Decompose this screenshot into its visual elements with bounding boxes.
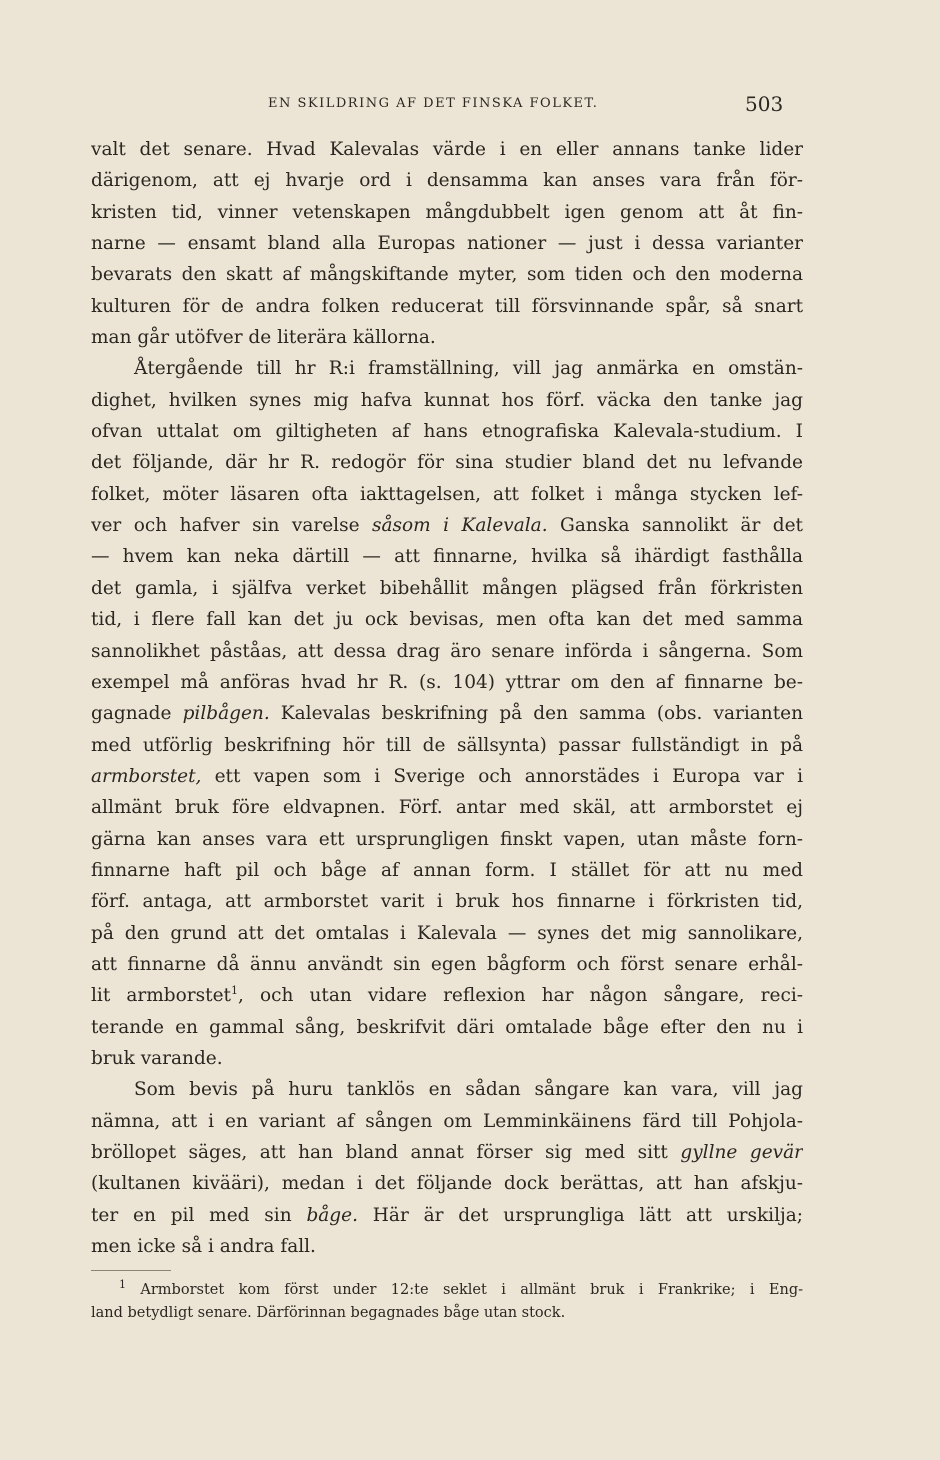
text-line: man går utöfver de literära källorna.	[91, 327, 436, 349]
italic-phrase: båge.	[306, 1204, 358, 1226]
text-run: ver och hafver sin varelse	[91, 515, 372, 537]
text-run: ter en pil med sin	[91, 1204, 307, 1226]
text-line: men icke så i andra fall.	[91, 1236, 316, 1258]
text-line: valt det senare. Hvad Kalevalas värde i en eller annans tanke lider	[91, 139, 803, 160]
text-line: folket, möter läsaren ofta iakttagelsen, att folket i många stycken lef-	[91, 483, 803, 505]
footnote	[91, 1279, 803, 1325]
footnote-divider	[91, 1270, 171, 1271]
footnote-marker: 1	[119, 1279, 126, 1292]
text-line: det följande, där hr R. redogör för sina studier bland det nu lefvande	[91, 452, 803, 474]
text-line: tid, i flere fall kan det ju ock bevisas, men ofta kan det med samma	[91, 609, 803, 631]
text-line: finnarne haft pil och båge af annan form. I stället för att nu med	[91, 859, 803, 881]
text-line: bevarats den skatt af mångskiftande myter, som tiden och den moderna	[91, 264, 803, 286]
text-line: det gamla, i själfva verket bibehållit mången plägsed från förkristen	[91, 577, 803, 599]
text-line	[91, 510, 803, 541]
text-line: — hvem kan neka därtill — att finnarne, hvilka så ihärdigt fasthålla	[91, 546, 803, 568]
text-line: på den grund att det omtalas i Kalevala — synes det mig sannolikare,	[91, 922, 803, 944]
text-line	[91, 1200, 803, 1231]
paragraph-start-line: Som bevis på huru tanklös en sådan sångare kan vara, vill jag	[134, 1079, 803, 1101]
text-line: dighet, hvilken synes mig hafva kunnat hos förf. väcka den tanke jag	[91, 389, 803, 411]
text-line: med utförlig beskrifning hör till de sällsynta) passar fullständigt in på	[91, 734, 803, 756]
text-line: gärna kan anses vara ett ursprungligen finskt vapen, utan måste forn-	[91, 828, 803, 850]
footnote-reference: 1	[230, 984, 238, 998]
paragraph-start-line: Återgående till hr R:i framställning, vill jag anmärka en omstän-	[134, 358, 803, 380]
text-line: nämna, att i en variant af sången om Lemminkäinens färd till Pohjola-	[91, 1110, 803, 1132]
text-run: Ganska sannolikt är det	[547, 515, 803, 537]
italic-phrase: pilbågen.	[182, 703, 270, 725]
text-run: Kalevalas beskrifning på den samma (obs. varianten	[269, 703, 803, 725]
text-line: därigenom, att ej hvarje ord i densamma kan anses vara från för-	[91, 170, 803, 192]
text-line: allmänt bruk före eldvapnen. Förf. antar med skäl, att armborstet ej	[91, 797, 803, 819]
text-line	[91, 698, 803, 729]
italic-phrase: såsom i Kalevala.	[372, 515, 548, 537]
text-line	[91, 761, 803, 792]
footnote-text: Armborstet kom först under 12:te seklet i allmänt bruk i Frankrike; i Eng-	[140, 1282, 803, 1298]
body-text	[91, 134, 803, 1262]
text-line	[91, 980, 803, 1011]
text-line	[91, 1137, 803, 1168]
text-run: lit armborstet	[91, 985, 231, 1007]
text-run: Här är det ursprungliga lätt att urskilja;	[357, 1204, 803, 1226]
italic-phrase: gyllne gevär	[680, 1142, 803, 1163]
text-run: ett vapen som i Sverige och annorstädes i Europa var i	[201, 765, 803, 787]
text-line: kristen tid, vinner vetenskapen mångdubbelt igen genom att åt fin-	[91, 201, 803, 223]
text-line: exempel må anföras hvad hr R. (s. 104) yttrar om den af finnarne be-	[91, 671, 803, 693]
footnote-line: land betydligt senare. Därförinnan begagnades båge utan stock.	[91, 1305, 566, 1321]
text-run: bröllopet säges, att han bland annat förser sig med sitt	[91, 1142, 681, 1163]
text-line: (kultanen kivääri), medan i det följande dock berättas, att han afskju-	[91, 1173, 803, 1195]
text-line: narne — ensamt bland alla Europas nationer — just i dessa varianter	[91, 233, 803, 255]
footnote-line	[91, 1279, 803, 1302]
text-line: bruk varande.	[91, 1047, 223, 1069]
text-run: , och utan vidare reflexion har någon sångare, reci-	[237, 985, 803, 1007]
text-line: ofvan uttalat om giltigheten af hans etnografiska Kalevala-studium. I	[91, 421, 803, 443]
page-number: 503	[745, 92, 784, 116]
running-title: EN SKILDRING AF DET FINSKA FOLKET.	[268, 96, 599, 111]
text-line: förf. antaga, att armborstet varit i bruk hos finnarne i förkristen tid,	[91, 891, 803, 913]
text-run: gagnade	[91, 703, 183, 725]
text-line: att finnarne då ännu användt sin egen bågform och först senare erhål-	[91, 953, 803, 975]
text-line: sannolikhet påståas, att dessa drag äro senare införda i sångerna. Som	[91, 640, 803, 662]
italic-phrase: armborstet,	[91, 765, 202, 787]
text-line: kulturen för de andra folken reducerat till försvinnande spår, så snart	[91, 295, 803, 317]
text-line: terande en gammal sång, beskrifvit däri omtalade båge efter den nu i	[91, 1016, 803, 1038]
